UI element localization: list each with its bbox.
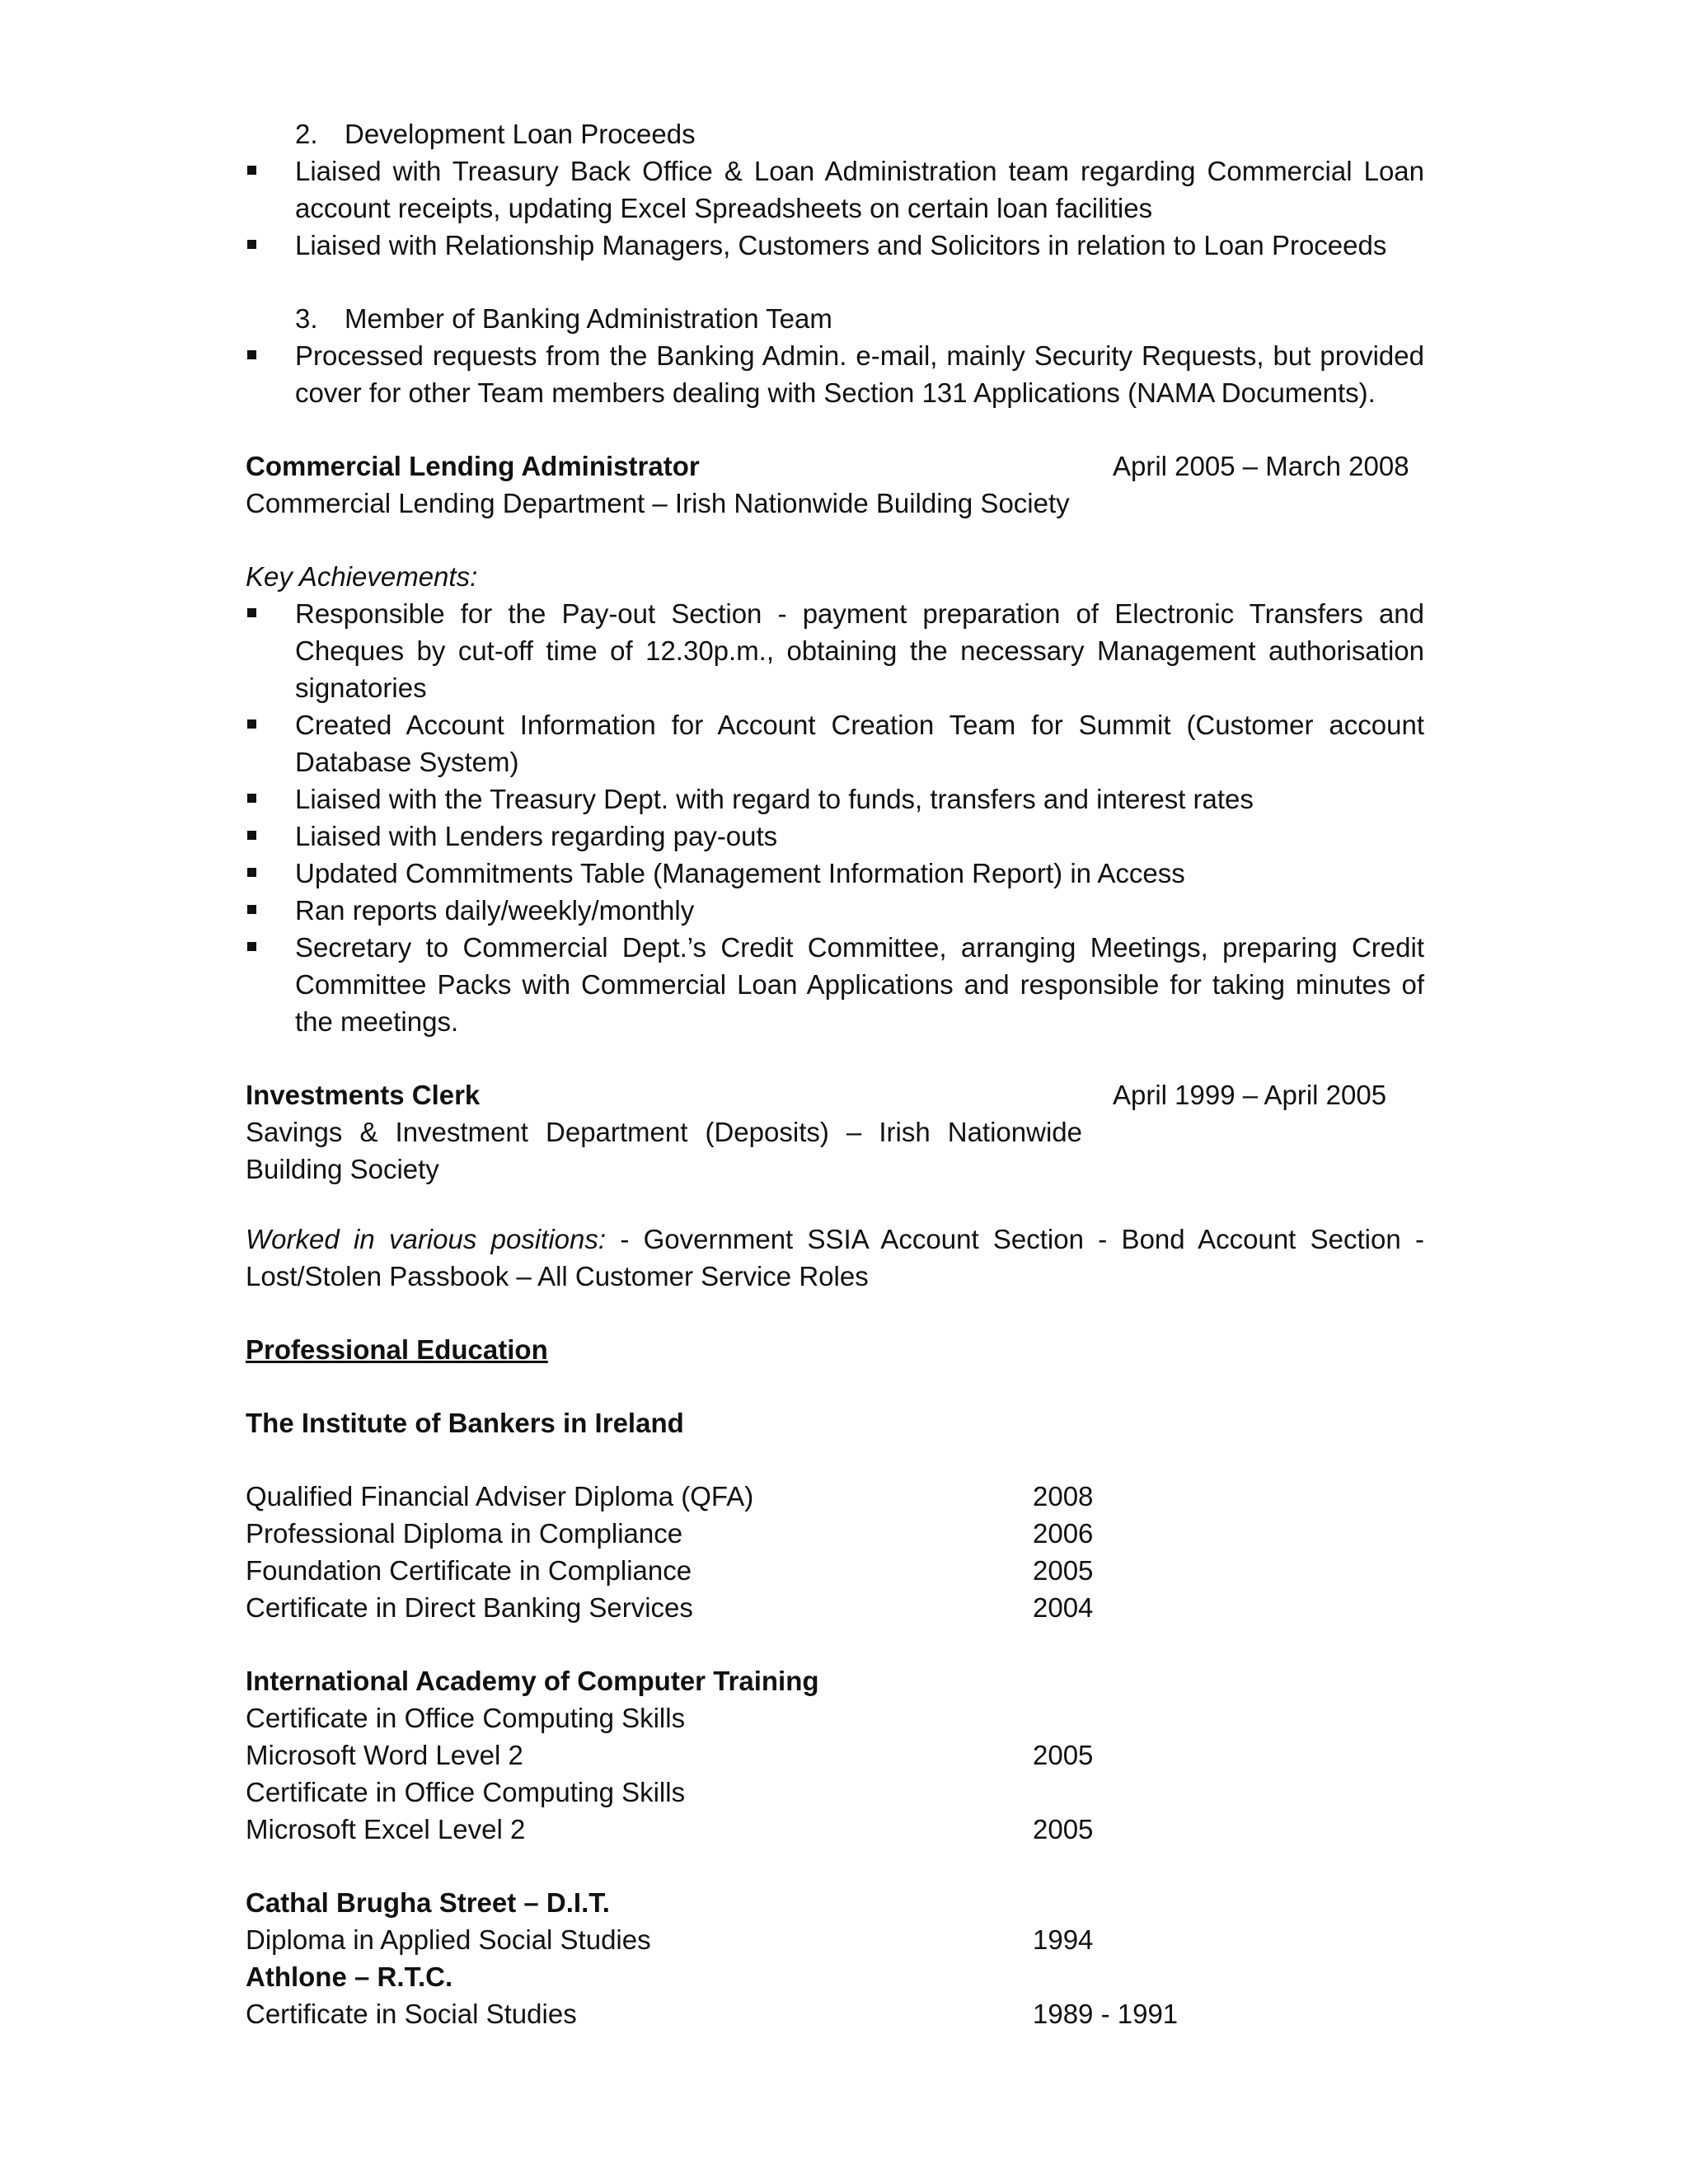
education-row [246, 1995, 1424, 2032]
course-name: Microsoft Word Level 2 [246, 1740, 523, 1770]
section-heading-education: Professional Education [246, 1334, 548, 1365]
course-name: Diploma in Applied Social Studies [246, 1924, 651, 1955]
list-item: Secretary to Commercial Dept.’s Credit Committee, arranging Meetings, preparing Credit Committee Packs with Commercial Loan Applications and responsible for taking minutes of the meetings. [246, 929, 1424, 1040]
list-item: Created Account Information for Account Creation Team for Summit (Customer account Database System) [246, 706, 1424, 780]
subsection-heading-banking-admin [246, 300, 1424, 337]
institution-name: Cathal Brugha Street – D.I.T. [246, 1887, 610, 1918]
education-row [246, 1589, 1424, 1626]
course-name: Qualified Financial Adviser Diploma (QFA) [246, 1481, 754, 1511]
course-year: 2005 [1033, 1740, 1094, 1770]
positions-label: Worked in various positions: [246, 1224, 607, 1254]
education-row [246, 1736, 1424, 1774]
job-title: Investments Clerk [246, 1080, 481, 1110]
list-item: Responsible for the Pay-out Section - payment preparation of Electronic Transfers and Cheques by cut-off time of 12.30p.m., obtaining the necessary Management authorisation signatories [246, 595, 1424, 706]
education-row [246, 1478, 1424, 1515]
course-name: Certificate in Direct Banking Services [246, 1592, 693, 1623]
institution-name: Athlone – R.T.C. [246, 1961, 453, 1992]
course-name: Professional Diploma in Compliance [246, 1518, 683, 1549]
bullet-list [246, 337, 1424, 411]
education-row [246, 1552, 1424, 1589]
course-year: 1994 [1033, 1924, 1094, 1955]
job-header [246, 448, 1424, 485]
subsection-heading-development-loan [246, 115, 1424, 152]
cv-content [246, 115, 1424, 2032]
education-row [246, 1921, 1424, 1958]
course-year: 1989 - 1991 [1033, 1999, 1179, 2029]
job-dates: April 1999 – April 2005 [1113, 1080, 1387, 1110]
course-line: Certificate in Office Computing Skills [246, 1703, 686, 1733]
course-year: 2006 [1033, 1518, 1094, 1549]
list-item: Ran reports daily/weekly/monthly [246, 892, 1424, 929]
job-department: Savings & Investment Department (Deposits) – Irish Nationwide Building Society [246, 1117, 1082, 1184]
education-row [246, 1811, 1424, 1848]
list-item: Processed requests from the Banking Admin. e-mail, mainly Security Requests, but provided cover for other Team members dealing with Section 131 Applications (NAMA Documents). [246, 337, 1424, 411]
course-year: 2008 [1033, 1481, 1094, 1511]
course-name: Foundation Certificate in Compliance [246, 1555, 692, 1586]
list-item: Liaised with Treasury Back Office & Loan Administration team regarding Commercial Loan account receipts, updating Excel Spreadsheets on certain loan facilities [246, 152, 1424, 227]
list-item: Updated Commitments Table (Management Information Report) in Access [246, 855, 1424, 892]
subsection-number: 2. [295, 119, 318, 149]
list-item: Liaised with Relationship Managers, Customers and Solicitors in relation to Loan Proceeds [246, 227, 1424, 264]
list-item: Liaised with the Treasury Dept. with regard to funds, transfers and interest rates [246, 780, 1424, 818]
job-department: Commercial Lending Department – Irish Nationwide Building Society [246, 488, 1070, 518]
bullet-list [246, 595, 1424, 1040]
subsection-title: Development Loan Proceeds [345, 119, 696, 149]
job-dates: April 2005 – March 2008 [1113, 451, 1409, 481]
subsection-title: Member of Banking Administration Team [345, 303, 832, 334]
job-header [246, 1076, 1424, 1113]
positions-paragraph [246, 1221, 1424, 1295]
course-name: Certificate in Social Studies [246, 1999, 577, 2029]
course-year: 2005 [1033, 1814, 1094, 1844]
course-name: Microsoft Excel Level 2 [246, 1814, 526, 1844]
course-year: 2005 [1033, 1555, 1094, 1586]
course-line: Certificate in Office Computing Skills [246, 1777, 686, 1807]
achievements-label: Key Achievements: [246, 561, 478, 592]
positions-text: - Government SSIA Account Section - Bond Account Section - Lost/Stolen Passbook – All Customer Service Roles [246, 1224, 1424, 1291]
course-year: 2004 [1033, 1592, 1094, 1623]
institution-name: The Institute of Bankers in Ireland [246, 1408, 684, 1438]
institution-name: International Academy of Computer Training [246, 1666, 819, 1696]
list-item: Liaised with Lenders regarding pay-outs [246, 818, 1424, 855]
job-title: Commercial Lending Administrator [246, 451, 700, 481]
education-row [246, 1515, 1424, 1552]
bullet-list [246, 152, 1424, 264]
subsection-number: 3. [295, 303, 318, 334]
